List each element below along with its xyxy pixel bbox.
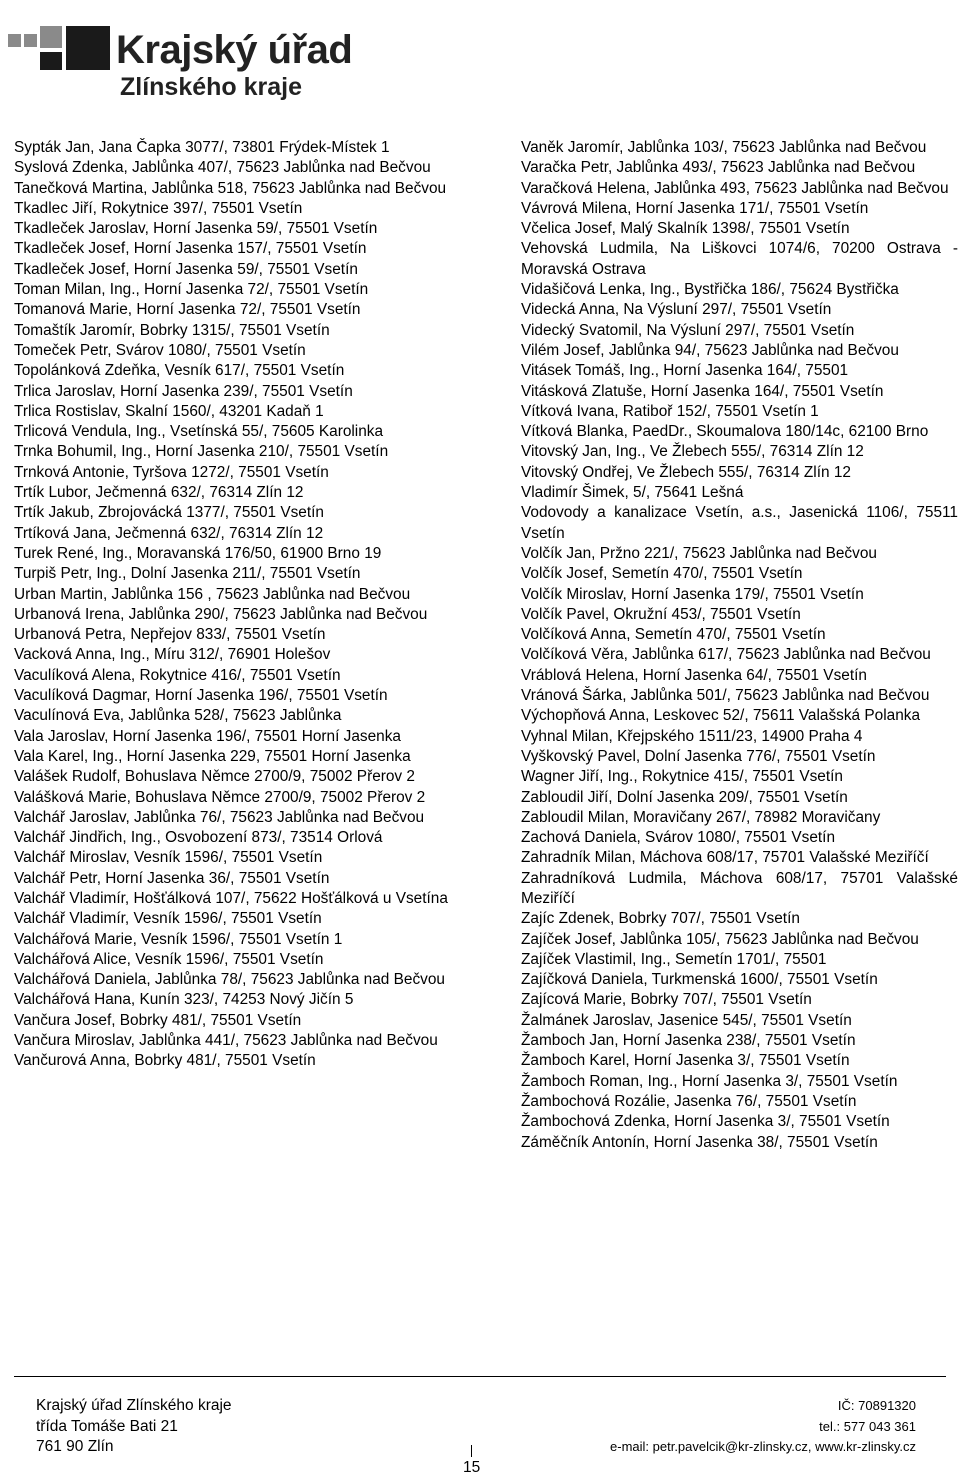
list-item: Valchář Miroslav, Vesník 1596/, 75501 Vsetín	[14, 849, 323, 867]
list-item: Tomeček Petr, Svárov 1080/, 75501 Vsetín	[14, 341, 306, 359]
list-item: Včelica Josef, Malý Skalník 1398/, 75501 Vsetín	[521, 220, 850, 238]
list-item: Vilém Josef, Jablůnka 94/, 75623 Jablůnka nad Bečvou	[521, 341, 899, 359]
list-item: Zahradníková Ludmila, Máchova 608/17, 75701 Valašské Meziříčí	[521, 869, 958, 907]
list-item: Trlica Rostislav, Skalní 1560/, 43201 Kadaň 1	[14, 402, 324, 420]
list-item: Trlicová Vendula, Ing., Vsetínská 55/, 75605 Karolinka	[14, 423, 384, 441]
list-item: Tkadleček Josef, Horní Jasenka 157/, 75501 Vsetín	[14, 240, 367, 258]
list-item: Trtík Jakub, Zbrojovácká 1377/, 75501 Vsetín	[14, 504, 324, 522]
list-item: Trlica Jaroslav, Horní Jasenka 239/, 75501 Vsetín	[14, 382, 353, 400]
list-item: Urban Martin, Jablůnka 156 , 75623 Jablůnka nad Bečvou	[14, 585, 411, 603]
list-item: Vyhnal Milan, Křejpského 1511/23, 14900 Praha 4	[521, 727, 863, 745]
list-item: Tomanová Marie, Horní Jasenka 72/, 75501 Vsetín	[14, 301, 361, 319]
list-item: Vodovody a kanalizace Vsetín, a.s., Jasenická 1106/, 75511 Vsetín	[521, 504, 958, 542]
list-item: Topolánková Zdeňka, Vesník 617/, 75501 Vsetín	[14, 362, 345, 380]
list-item: Vaculíková Dagmar, Horní Jasenka 196/, 75501 Vsetín	[14, 687, 388, 705]
list-item: Valchářová Marie, Vesník 1596/, 75501 Vsetín 1	[14, 930, 343, 948]
list-item: Žamboch Karel, Horní Jasenka 3/, 75501 Vsetín	[521, 1052, 850, 1070]
list-item: Výchopňová Anna, Leskovec 52/, 75611 Valašská Polanka	[521, 707, 921, 725]
list-item: Vitásek Tomáš, Ing., Horní Jasenka 164/, 75501	[521, 362, 849, 380]
list-item: Videcký Svatomil, Na Výsluní 297/, 75501 Vsetín	[521, 321, 855, 339]
list-item: Zajíčková Daniela, Turkmenská 1600/, 75501 Vsetín	[521, 971, 878, 989]
list-item: Wagner Jiří, Ing., Rokytnice 415/, 75501 Vsetín	[521, 768, 843, 786]
list-item: Vacková Anna, Ing., Míru 312/, 76901 Holešov	[14, 646, 331, 664]
list-item: Urbanová Petra, Nepřejov 833/, 75501 Vsetín	[14, 626, 326, 644]
list-item: Toman Milan, Ing., Horní Jasenka 72/, 75501 Vsetín	[14, 281, 369, 299]
list-item: Varačková Helena, Jablůnka 493, 75623 Jablůnka nad Bečvou	[521, 179, 949, 197]
list-item: Trtík Lubor, Ječmenná 632/, 76314 Zlín 12	[14, 484, 304, 502]
footer-tel: tel.: 577 043 361	[819, 1418, 916, 1434]
logo-title: Krajský úřad	[116, 28, 353, 72]
list-item: Trtíková Jana, Ječmenná 632/, 76314 Zlín 12	[14, 524, 324, 542]
list-item: Urbanová Irena, Jablůnka 290/, 75623 Jablůnka nad Bečvou	[14, 605, 428, 623]
list-item: Varačka Petr, Jablůnka 493/, 75623 Jablůnka nad Bečvou	[521, 159, 916, 177]
list-item: Tkadleček Josef, Horní Jasenka 59/, 75501 Vsetín	[14, 260, 358, 278]
list-item: Vránová Šárka, Jablůnka 501/, 75623 Jablůnka nad Bečvou	[521, 687, 930, 705]
list-item: Vyškovský Pavel, Dolní Jasenka 776/, 75501 Vsetín	[521, 747, 876, 765]
header-logo	[8, 26, 353, 106]
list-item: Valchář Petr, Horní Jasenka 36/, 75501 Vsetín	[14, 869, 330, 887]
list-item: Tanečková Martina, Jablůnka 518, 75623 Jablůnka nad Bečvou	[14, 179, 447, 197]
footer-city: 761 90 Zlín	[36, 1438, 114, 1455]
footer-contact	[610, 1396, 916, 1458]
list-item: Vala Karel, Ing., Horní Jasenka 229, 75501 Horní Jasenka	[14, 747, 411, 765]
list-item: Valchářová Alice, Vesník 1596/, 75501 Vsetín	[14, 950, 324, 968]
list-item: Valchářová Hana, Kunín 323/, 74253 Nový Jičín 5	[14, 991, 354, 1009]
list-item: Vráblová Helena, Horní Jasenka 64/, 75501 Vsetín	[521, 666, 867, 684]
list-item: Vitásková Zlatuše, Horní Jasenka 164/, 75501 Vsetín	[521, 382, 884, 400]
logo-subtitle: Zlínského kraje	[120, 73, 303, 101]
list-item: Volčíková Věra, Jablůnka 617/, 75623 Jablůnka nad Bečvou	[521, 646, 931, 664]
list-item: Záměčník Antonín, Horní Jasenka 38/, 75501 Vsetín	[521, 1133, 878, 1151]
list-item: Vitovský Jan, Ing., Ve Žlebech 555/, 76314 Zlín 12	[521, 443, 864, 461]
list-item: Volčík Josef, Semetín 470/, 75501 Vsetín	[521, 565, 803, 583]
list-item: Turpiš Petr, Ing., Dolní Jasenka 211/, 75501 Vsetín	[14, 565, 361, 583]
list-item: Valášková Marie, Bohuslava Němce 2700/9, 75002 Přerov 2	[14, 788, 426, 806]
list-item: Vidašičová Lenka, Ing., Bystřička 186/, 75624 Bystřička	[521, 281, 899, 299]
list-item: Trnková Antonie, Tyršova 1272/, 75501 Vsetín	[14, 463, 329, 481]
footer-address	[36, 1396, 232, 1458]
right-column-list	[521, 138, 958, 1153]
list-item: Valášek Rudolf, Bohuslava Němce 2700/9, 75002 Přerov 2	[14, 768, 415, 786]
list-item: Vaculínová Eva, Jablůnka 528/, 75623 Jablůnka	[14, 707, 342, 725]
list-item: Vávrová Milena, Horní Jasenka 171/, 75501 Vsetín	[521, 199, 869, 217]
list-item: Zahradník Milan, Máchova 608/17, 75701 Valašské Meziříčí	[521, 849, 929, 867]
list-item: Valchář Vladimír, Vesník 1596/, 75501 Vsetín	[14, 910, 322, 928]
list-item: Volčíková Anna, Semetín 470/, 75501 Vsetín	[521, 626, 826, 644]
list-item: Vančurová Anna, Bobrky 481/, 75501 Vsetín	[14, 1052, 316, 1070]
list-item: Vančura Josef, Bobrky 481/, 75501 Vsetín	[14, 1011, 302, 1029]
list-item: Vala Jaroslav, Horní Jasenka 196/, 75501 Horní Jasenka	[14, 727, 401, 745]
list-item: Syslová Zdenka, Jablůnka 407/, 75623 Jablůnka nad Bečvou	[14, 159, 431, 177]
footer-email-web: e-mail: petr.pavelcik@kr-zlinsky.cz, www.kr-zlinsky.cz	[610, 1439, 916, 1454]
footer-divider	[14, 1376, 946, 1377]
list-item: Zabloudil Jiří, Dolní Jasenka 209/, 75501 Vsetín	[521, 788, 848, 806]
list-item: Valchář Jindřich, Ing., Osvobození 873/, 73514 Orlová	[14, 829, 383, 847]
list-item: Vaněk Jaromír, Jablůnka 103/, 75623 Jablůnka nad Bečvou	[521, 139, 927, 156]
list-item: Tomaštík Jaromír, Bobrky 1315/, 75501 Vsetín	[14, 321, 330, 339]
list-item: Volčík Jan, Pržno 221/, 75623 Jablůnka nad Bečvou	[521, 544, 877, 562]
list-item: Zajíc Zdenek, Bobrky 707/, 75501 Vsetín	[521, 910, 800, 928]
list-item: Valchář Jaroslav, Jablůnka 76/, 75623 Jablůnka nad Bečvou	[14, 808, 425, 826]
list-item: Žalmánek Jaroslav, Jasenice 545/, 75501 Vsetín	[521, 1011, 852, 1029]
list-item: Vaculíková Alena, Rokytnice 416/, 75501 Vsetín	[14, 666, 341, 684]
list-item: Tkadleček Jaroslav, Horní Jasenka 59/, 75501 Vsetín	[14, 220, 378, 238]
list-item: Vítková Blanka, PaedDr., Skoumalova 180/14c, 62100 Brno	[521, 423, 929, 441]
footer-street: třída Tomáše Bati 21	[36, 1417, 178, 1435]
list-item: Volčík Pavel, Okružní 453/, 75501 Vsetín	[521, 605, 801, 623]
left-column-list	[14, 138, 451, 1072]
list-item: Zajícová Marie, Bobrky 707/, 75501 Vsetín	[521, 991, 812, 1009]
list-item: Valchářová Daniela, Jablůnka 78/, 75623 Jablůnka nad Bečvou	[14, 971, 445, 989]
list-item: Zachová Daniela, Svárov 1080/, 75501 Vsetín	[521, 829, 835, 847]
list-item: Videcká Anna, Na Výsluní 297/, 75501 Vsetín	[521, 301, 832, 319]
list-item: Trnka Bohumil, Ing., Horní Jasenka 210/, 75501 Vsetín	[14, 443, 389, 461]
list-item: Žambochová Zdenka, Horní Jasenka 3/, 75501 Vsetín	[521, 1113, 890, 1131]
list-item: Žamboch Roman, Ing., Horní Jasenka 3/, 75501 Vsetín	[521, 1072, 898, 1090]
list-item: Zajíček Vlastimil, Ing., Semetín 1701/, 75501	[521, 950, 827, 968]
squares-logo-icon	[8, 26, 118, 86]
page-number: 15	[463, 1459, 481, 1476]
footer-ic: IČ: 70891320	[837, 1398, 916, 1413]
list-item: Vitovský Ondřej, Ve Žlebech 555/, 76314 Zlín 12	[521, 463, 851, 481]
list-item: Sypták Jan, Jana Čapka 3077/, 73801 Frýdek-Místek 1	[14, 139, 390, 156]
footer-org-name: Krajský úřad Zlínského kraje	[36, 1397, 232, 1414]
list-item: Tkadlec Jiří, Rokytnice 397/, 75501 Vsetín	[14, 199, 303, 217]
list-item: Zajíček Josef, Jablůnka 105/, 75623 Jablůnka nad Bečvou	[521, 930, 919, 948]
list-item: Vítková Ivana, Ratiboř 152/, 75501 Vsetín 1	[521, 402, 819, 420]
list-item: Valchář Vladimír, Hošťálková 107/, 75622 Hošťálková u Vsetína	[14, 889, 448, 907]
list-item: Turek René, Ing., Moravanská 176/50, 61900 Brno 19	[14, 544, 382, 562]
list-item: Vančura Miroslav, Jablůnka 441/, 75623 Jablůnka nad Bečvou	[14, 1032, 438, 1050]
list-item: Žambochová Rozálie, Jasenka 76/, 75501 Vsetín	[521, 1092, 857, 1110]
page-number-tick	[471, 1445, 472, 1457]
list-item: Volčík Miroslav, Horní Jasenka 179/, 75501 Vsetín	[521, 585, 864, 603]
list-item: Vladimír Šimek, 5/, 75641 Lešná	[521, 484, 744, 502]
list-item: Vehovská Ludmila, Na Liškovci 1074/6, 70200 Ostrava - Moravská Ostrava	[521, 240, 958, 278]
list-item: Zabloudil Milan, Moravičany 267/, 78982 Moravičany	[521, 808, 881, 826]
list-item: Žamboch Jan, Horní Jasenka 238/, 75501 Vsetín	[521, 1032, 856, 1050]
